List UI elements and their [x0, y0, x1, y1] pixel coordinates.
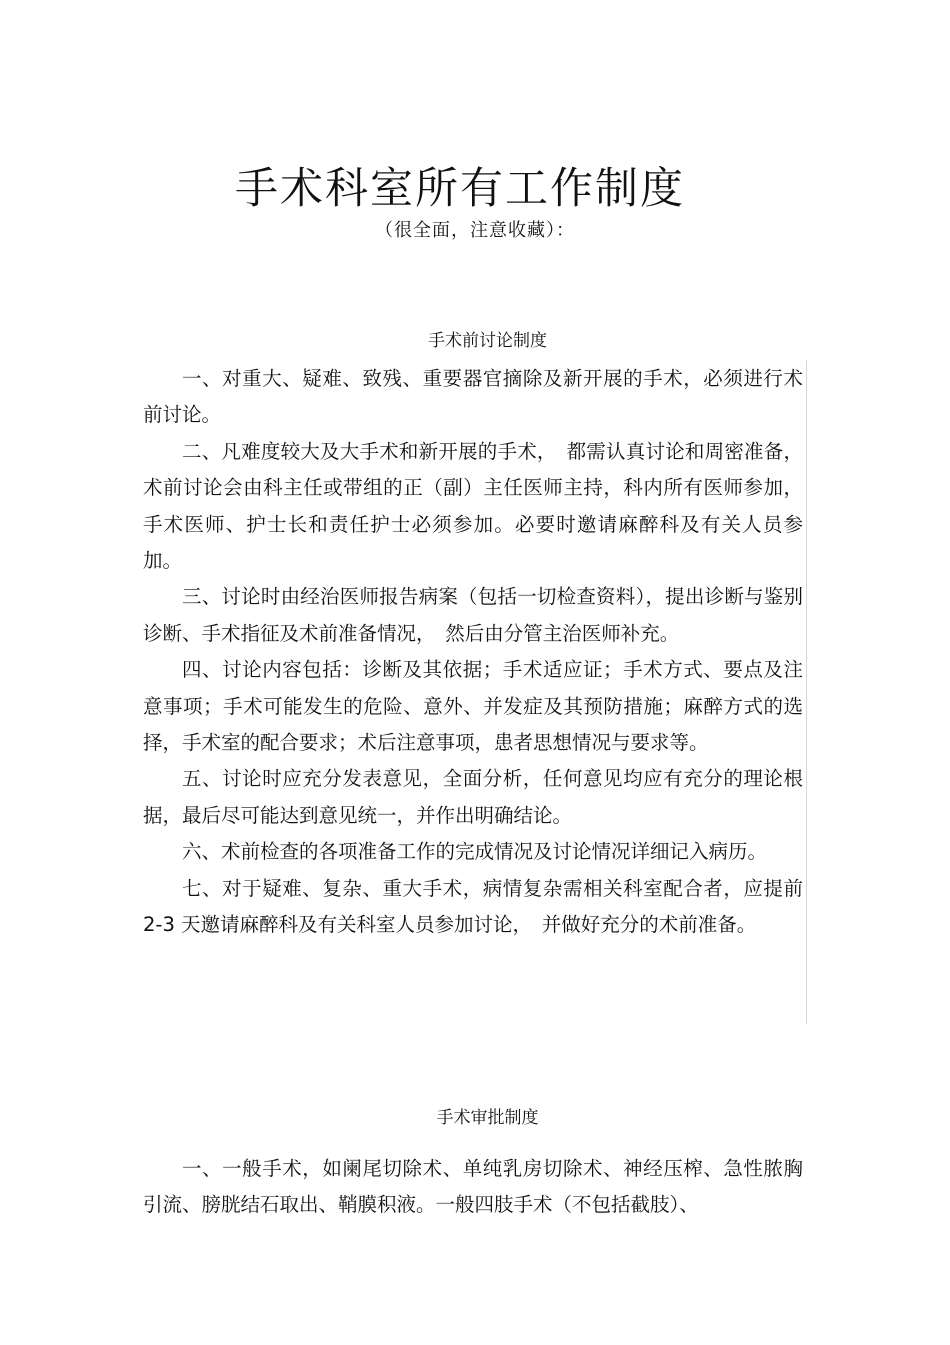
document-title: 手术科室所有工作制度	[235, 164, 685, 214]
document-subtitle: （很全面，注意收藏）：	[375, 220, 575, 241]
paragraph: 六、术前检查的各项准备工作的完成情况及讨论情况详细记入病历。	[182, 840, 768, 864]
paragraph: 一、对重大、疑难、致残、重要器官摘除及新开展的手术，必须进行术前讨论。	[143, 367, 803, 427]
paragraph: 一、一般手术，如阑尾切除术、单纯乳房切除术、神经压榨、急性脓胸引流、膀胱结石取出、鞘膜积液。一般四肢手术（不包括截肢）、	[143, 1157, 803, 1217]
margin-divider	[806, 360, 807, 1024]
section-body-preop-discussion	[143, 361, 803, 944]
paragraph: 二、凡难度较大及大手术和新开展的手术， 都需认真讨论和周密准备，术前讨论会由科主任或带组的正（副）主任医师主持，科内所有医师参加，手术医师、护士长和责任护士必须参加。必要时邀请麻醉科及有关人员参加。	[143, 439, 803, 573]
paragraph: 七、对于疑难、复杂、重大手术，病情复杂需相关科室配合者，应提前 2-3 天邀请麻醉科及有关科室人员参加讨论， 并做好充分的术前准备。	[143, 876, 803, 937]
paragraph: 五、讨论时应充分发表意见，全面分析，任何意见均应有充分的理论根据，最后尽可能达到意见统一，并作出明确结论。	[143, 767, 803, 827]
paragraph: 三、讨论时由经治医师报告病案（包括一切检查资料），提出诊断与鉴别诊断、手术指征及术前准备情况， 然后由分管主治医师补充。	[143, 585, 803, 645]
section-body-surgery-approval	[143, 1151, 803, 1231]
section-heading-preop-discussion: 手术前讨论制度	[428, 331, 547, 351]
section-heading-surgery-approval: 手术审批制度	[436, 1108, 539, 1128]
paragraph: 四、讨论内容包括：诊断及其依据；手术适应证；手术方式、要点及注意事项；手术可能发生的危险、意外、并发症及其预防措施；麻醉方式的选择，手术室的配合要求；术后注意事项，患者思想情况与要求等。	[143, 658, 803, 755]
